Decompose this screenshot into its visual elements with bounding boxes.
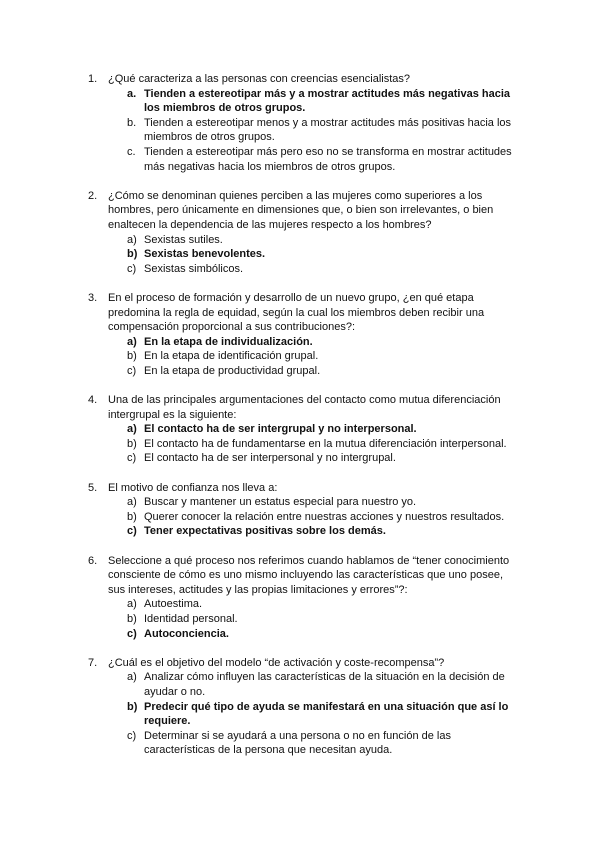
option-text: Buscar y mantener un estatus especial para nuestro yo.: [144, 496, 417, 509]
option-b: [127, 510, 520, 525]
option-list: [108, 422, 520, 466]
option-b: [127, 700, 520, 729]
option-c: [127, 145, 520, 174]
option-label: b.: [127, 116, 137, 129]
option-text: Sexistas sutiles.: [144, 233, 223, 246]
option-b: [127, 612, 520, 627]
option-text: Analizar cómo influyen las características de la situación en la decisión de ayudar o no.: [144, 671, 505, 698]
question-text: Una de las principales argumentaciones del contacto como mutua diferenciación intergrupal es la siguiente:: [108, 394, 501, 421]
option-label: a): [127, 423, 137, 436]
option-label: a): [127, 233, 137, 246]
option-label: b): [127, 350, 137, 363]
option-label: b): [127, 700, 138, 713]
option-text: Autoconciencia.: [144, 627, 229, 640]
option-text: Autoestima.: [144, 598, 203, 611]
question-3: [88, 291, 520, 379]
question-text: ¿Cuál es el objetivo del modelo “de activación y coste-recompensa”?: [108, 656, 445, 669]
option-a: [127, 335, 520, 350]
option-list: [108, 335, 520, 379]
option-text: Querer conocer la relación entre nuestras acciones y nuestros resultados.: [144, 510, 505, 523]
option-text: En la etapa de productividad grupal.: [144, 364, 321, 377]
option-label: c): [127, 262, 137, 275]
option-a: [127, 670, 520, 699]
option-text: Tienden a estereotipar más y a mostrar actitudes más negativas hacia los miembros de otros grupos.: [144, 87, 511, 115]
option-label: c): [127, 729, 137, 742]
question-number: 7.: [88, 656, 98, 669]
option-label: c): [127, 627, 137, 640]
option-text: Sexistas simbólicos.: [144, 262, 244, 275]
option-text: Determinar si se ayudará a una persona o no en función de las características de la persona que necesitan ayuda.: [144, 729, 451, 757]
option-c: [127, 451, 520, 466]
option-text: En la etapa de individualización.: [144, 335, 313, 348]
option-b: [127, 247, 520, 262]
option-text: El contacto ha de fundamentarse en la mutua diferenciación interpersonal.: [144, 437, 507, 450]
option-c: [127, 729, 520, 758]
option-label: b): [127, 437, 137, 450]
question-number: 5.: [88, 481, 98, 494]
option-b: [127, 437, 520, 452]
question-number: 6.: [88, 554, 98, 567]
option-list: [108, 495, 520, 539]
option-label: b): [127, 612, 137, 625]
question-text: El motivo de confianza nos lleva a:: [108, 481, 278, 494]
option-c: [127, 262, 520, 277]
question-6: [88, 554, 520, 642]
option-c: [127, 524, 520, 539]
option-list: [108, 670, 520, 758]
option-label: c): [127, 525, 137, 538]
option-c: [127, 627, 520, 642]
option-a: [127, 597, 520, 612]
option-list: [108, 87, 520, 175]
option-label: b): [127, 248, 138, 261]
option-text: Identidad personal.: [144, 612, 238, 625]
question-4: [88, 393, 520, 466]
option-label: a): [127, 598, 137, 611]
question-text: Seleccione a qué proceso nos referimos cuando hablamos de “tener conocimiento consciente de cómo es uno mismo incluyendo las características que uno posee, sus intereses, actitudes y las propias limitaciones y errores”?:: [108, 554, 510, 596]
option-label: c): [127, 364, 137, 377]
question-5: [88, 481, 520, 539]
option-label: a): [127, 496, 137, 509]
option-a: [127, 87, 520, 116]
option-text: Predecir qué tipo de ayuda se manifestará en una situación que así lo requiere.: [144, 700, 509, 728]
option-b: [127, 116, 520, 145]
option-label: a.: [127, 87, 137, 100]
question-number: 3.: [88, 291, 98, 304]
question-text: ¿Cómo se denominan quienes perciben a las mujeres como superiores a los hombres, pero únicamente en dimensiones que, o bien son irrelevantes, o bien enaltecen la dependencia de las mujeres respecto a los hombres?: [108, 189, 494, 231]
option-text: Tienden a estereotipar más pero eso no se transforma en mostrar actitudes más negativas hacia los miembros de otros grupos.: [144, 145, 512, 173]
option-text: En la etapa de identificación grupal.: [144, 350, 319, 363]
option-list: [108, 597, 520, 641]
option-text: Tienden a estereotipar menos y a mostrar actitudes más positivas hacia los miembros de otros grupos.: [144, 116, 512, 144]
question-2: [88, 189, 520, 277]
question-number: 4.: [88, 394, 98, 407]
option-label: a): [127, 671, 137, 684]
option-label: a): [127, 335, 137, 348]
option-label: c.: [127, 145, 136, 158]
option-a: [127, 422, 520, 437]
question-7: [88, 656, 520, 758]
option-list: [108, 233, 520, 277]
question-text: En el proceso de formación y desarrollo de un nuevo grupo, ¿en qué etapa predomina la regla de equidad, según la cual los miembros deben recibir una compensación proporcional a sus contribuciones?:: [108, 291, 485, 334]
question-1: [88, 72, 520, 174]
question-text: ¿Qué caracteriza a las personas con creencias esencialistas?: [108, 73, 411, 85]
option-c: [127, 364, 520, 379]
option-label: c): [127, 452, 137, 465]
option-a: [127, 495, 520, 510]
option-text: El contacto ha de ser intergrupal y no interpersonal.: [144, 423, 417, 436]
option-text: Tener expectativas positivas sobre los demás.: [144, 525, 386, 538]
option-text: Sexistas benevolentes.: [144, 248, 266, 261]
option-text: El contacto ha de ser interpersonal y no intergrupal.: [144, 452, 396, 465]
option-a: [127, 233, 520, 248]
question-number: 2.: [88, 189, 98, 202]
option-b: [127, 349, 520, 364]
question-number: 1.: [88, 73, 98, 85]
option-label: b): [127, 510, 137, 523]
